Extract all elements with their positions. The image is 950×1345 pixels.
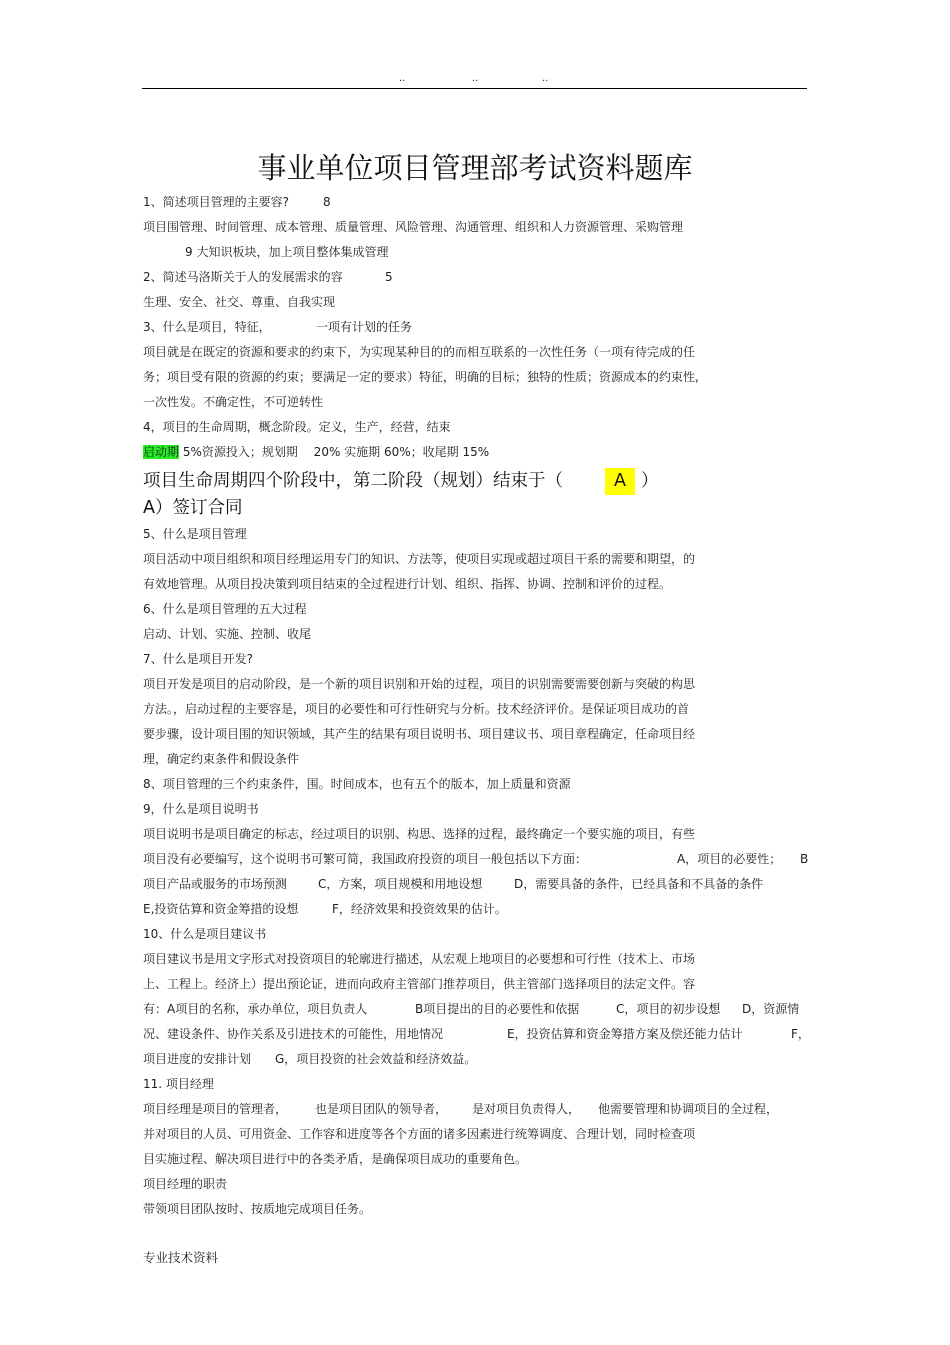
answer-item: F， (791, 1027, 810, 1041)
header-mark: .. (542, 73, 549, 84)
question-9: 9，什么是项目说明书 (143, 802, 259, 816)
header-marks (0, 74, 950, 88)
quiz-question-text: 项目生命周期四个阶段中，第二阶段（规划）结束于（ (143, 471, 563, 491)
quiz-paren-close: ） (641, 471, 659, 491)
answer-item: D，需要具备的条件，已经具备和不具备的条件 (514, 877, 764, 891)
answer-text: 项目产品或服务的市场预测 (143, 877, 288, 891)
answer-text: 他需要管理和协调项目的全过程， (598, 1102, 779, 1116)
question-count: 5 (385, 270, 393, 284)
page-title: 事业单位项目管理部考试资料题库 (257, 151, 693, 185)
answer-line: 上、工程上。经济上）提出预论证，进而向政府主管部门推荐项目，供主管部门选择项目的法定文件。容 (143, 977, 696, 991)
answer-line (143, 1047, 813, 1072)
quiz-option: A）签订合同 (143, 498, 243, 518)
answer-line: 项目围管理、时间管理、成本管理、质量管理、风险管理、沟通管理、组织和人力资源管理、采购管理 (143, 220, 684, 234)
question-11: 11. 项目经理 (143, 1077, 214, 1091)
answer-item: C，项目的初步设想 (616, 1002, 721, 1016)
answer-text: 是对项目负责得人， (472, 1102, 581, 1116)
answer-line: 要步骤，设计项目围的知识领域，其产生的结果有项目说明书、项目建议书、项目章程确定，任命项目经 (143, 727, 696, 741)
answer-line: 目实施过程、解决项目进行中的各类矛盾，是确保项目成功的重要角色。 (143, 1152, 528, 1166)
question-5: 5、什么是项目管理 (143, 527, 247, 541)
question-text: 2、简述马洛斯关于人的发展需求的容 (143, 270, 343, 284)
answer-line: 生理、安全、社交、尊重、自我实现 (143, 295, 336, 309)
answer-line: 务；项目受有限的资源的约束；要满足一定的要求）特征，明确的目标；独特的性质；资源成本的约束性, (143, 370, 699, 384)
answer-text: 项目没有必要编写，这个说明书可繁可简，我国政府投资的项目一般包括以下方面： (143, 852, 588, 866)
answer-item: G，项目投资的社会效益和经济效益。 (275, 1052, 477, 1066)
answer-item: E,投资估算和资金筹措的设想 (143, 902, 299, 916)
question-2 (143, 265, 813, 290)
answer-line: 一次性发。不确定性，不可逆转性 (143, 395, 324, 409)
answer-item: 有：A项目的名称，承办单位，项目负责人 (143, 1002, 368, 1016)
answer-line: 并对项目的人员、可用资金、工作容和进度等各个方面的诸多因素进行统筹调度、合理计划，同时检查项 (143, 1127, 696, 1141)
quiz-answer-wrap (605, 468, 635, 495)
answer-line (143, 872, 813, 897)
section-heading: 项目经理的职责 (143, 1177, 228, 1191)
answer-line: 有效地管理。从项目投决策到项目结束的全过程进行计划、组织、指挥、协调、控制和评价的过程。 (143, 577, 672, 591)
answer-line (143, 997, 813, 1022)
answer-line: 项目建议书是用文字形式对投资项目的轮廓进行描述，从宏观上地项目的必要想和可行性（技术上、市场 (143, 952, 696, 966)
answer-item: B项目提出的目的必要性和依据 (415, 1002, 580, 1016)
highlighted-phase: 启动期 (143, 445, 180, 459)
question-7: 7、什么是项目开发? (143, 652, 254, 666)
answer-item: E，投资估算和资金筹措方案及偿还能力估计 (507, 1027, 743, 1041)
answer-line (143, 1022, 813, 1047)
header-mark: .. (399, 73, 406, 84)
question-1 (143, 190, 813, 215)
answer-item: B (800, 852, 809, 866)
answer-line: 项目开发是项目的启动阶段，是一个新的项目识别和开始的过程，项目的识别需要需要创新与突破的构思 (143, 677, 696, 691)
answer-line: 项目就是在既定的资源和要求的约束下，为实现某种目的的而相互联系的一次性任务（一项有待完成的任 (143, 345, 696, 359)
document-body (143, 190, 813, 1222)
question-count: 8 (323, 195, 331, 209)
answer-line (143, 897, 813, 922)
answer-line: 9 大知识板块，加上项目整体集成管理 (185, 245, 389, 259)
answer-line (143, 847, 813, 872)
page-footer: 专业技术资料 (143, 1250, 219, 1265)
answer-item: F，经济效果和投资效果的估计。 (332, 902, 507, 916)
answer-item: C，方案，项目规模和用地设想 (318, 877, 483, 891)
answer-text: 项目进度的安排计划 (143, 1052, 252, 1066)
lifecycle-phases (143, 440, 813, 465)
question-4: 4，项目的生命周期，概念阶段。定义，生产，经营，结束 (143, 420, 451, 434)
answer-text: 况、建设条件、协作关系及引进技术的可能性，用地情况 (143, 1027, 444, 1041)
header-rule (142, 88, 807, 89)
answer-line: 项目说明书是项目确定的标志，经过项目的识别、构思、选择的过程，最终确定一个要实施的项目，有些 (143, 827, 696, 841)
header-mark: .. (472, 73, 479, 84)
phase-percentages: 5%资源投入；规划期 20% 实施期 60%；收尾期 15% (179, 445, 490, 459)
question-text: 3、什么是项目，特征， (143, 320, 271, 334)
question-10: 10、什么是项目建议书 (143, 927, 267, 941)
question-text: 1、简述项目管理的主要容? (143, 195, 290, 209)
answer-item: A，项目的必要性； (677, 852, 782, 866)
question-6: 6、什么是项目管理的五大过程 (143, 602, 307, 616)
answer-line: 理，确定约束条件和假设条件 (143, 752, 300, 766)
question-8: 8、项目管理的三个约束条件，围。时间成本，也有五个的版本，加上质量和资源 (143, 777, 571, 791)
answer-line (143, 1097, 813, 1122)
quiz-answer: A (605, 468, 635, 495)
answer-line: 带领项目团队按时、按质地完成项目任务。 (143, 1202, 372, 1216)
answer-line: 启动、计划、实施、控制、收尾 (143, 627, 312, 641)
answer-line: 方法。，启动过程的主要容是，项目的必要性和可行性研究与分析。技术经济评价。是保证项目成功的首 (143, 702, 690, 716)
answer-item: D，资源情 (742, 1002, 800, 1016)
answer-line: 项目活动中项目组织和项目经理运用专门的知识、方法等，使项目实现或超过项目干系的需要和期望，的 (143, 552, 696, 566)
answer-text: 项目经理是项目的管理者， (143, 1102, 288, 1116)
question-note: 一项有计划的任务 (316, 320, 413, 334)
quiz-question (143, 468, 813, 495)
answer-text: 也是项目团队的领导者， (315, 1102, 448, 1116)
question-3 (143, 315, 813, 340)
